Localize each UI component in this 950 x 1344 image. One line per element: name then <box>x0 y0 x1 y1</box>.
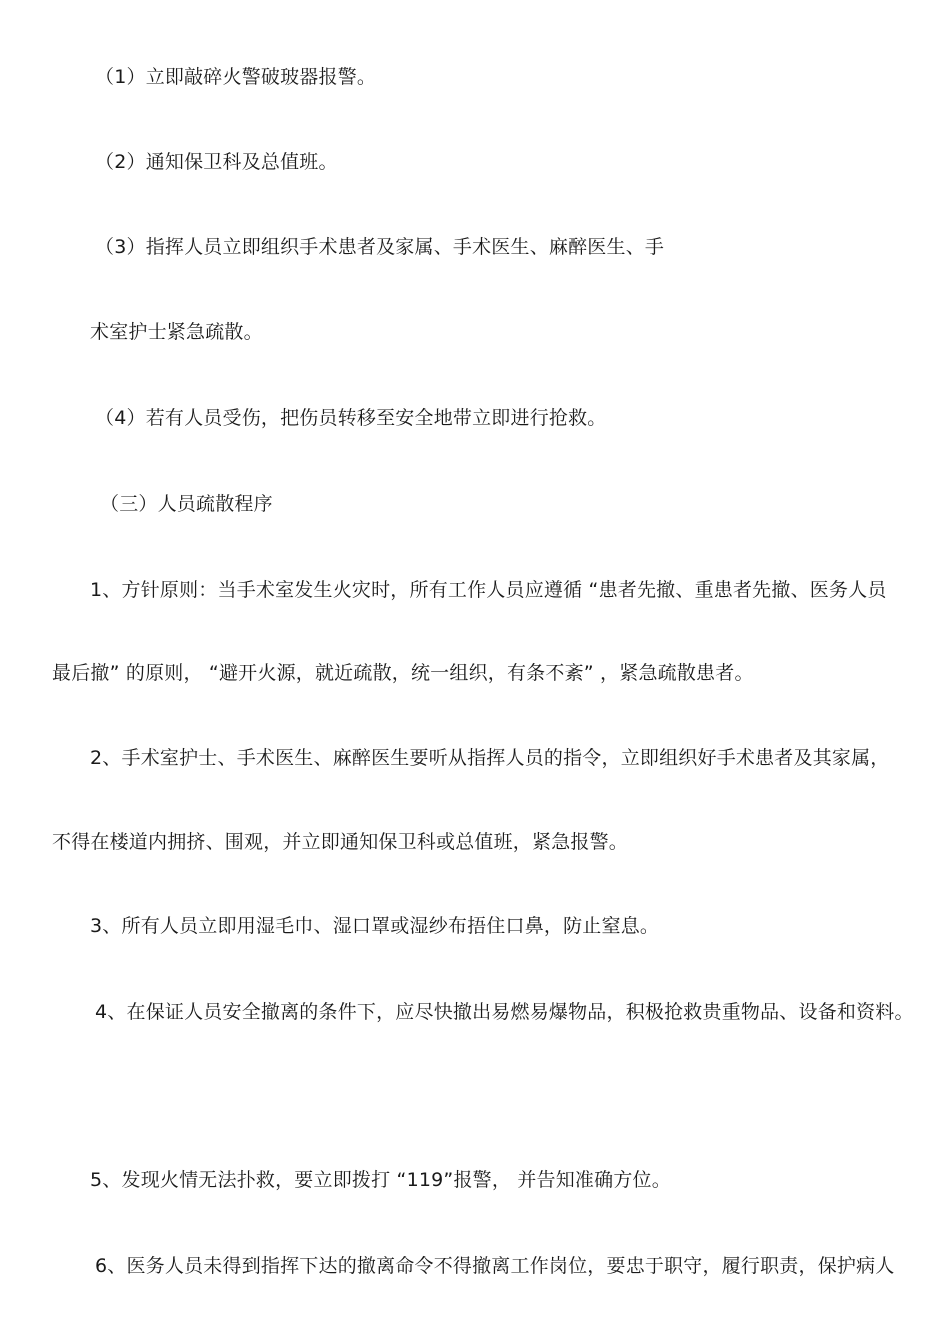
step-4-rescue-injured: （4）若有人员受伤，把伤员转移至安全地带立即进行抢救。 <box>95 407 607 429</box>
item-1-continuation: 最后撤” 的原则， “避开火源，就近疏散，统一组织，有条不紊” ，紧急疏散患者。 <box>52 662 754 684</box>
item-1-principle: 1、方针原则：当手术室发生火灾时，所有工作人员应遵循 “患者先撤、重患者先撤、医务人员 <box>90 579 887 601</box>
item-5-call-119: 5、发现火情无法扑救，要立即拨打 “119”报警， 并告知准确方位。 <box>90 1169 671 1191</box>
item-2-follow-commands: 2、手术室护士、手术医生、麻醉医生要听从指挥人员的指令，立即组织好手术患者及其家属， <box>90 747 890 769</box>
item-2-continuation: 不得在楼道内拥挤、围观，并立即通知保卫科或总值班，紧急报警。 <box>52 831 629 853</box>
item-6-stay-at-post: 6、医务人员未得到指挥下达的撤离命令不得撤离工作岗位，要忠于职守，履行职责，保护病人 <box>95 1255 895 1277</box>
step-1-break-glass-alarm: （1）立即敲碎火警破玻器报警。 <box>95 66 377 88</box>
step-2-notify-security: （2）通知保卫科及总值班。 <box>95 151 338 173</box>
step-3-continuation: 术室护士紧急疏散。 <box>90 321 263 343</box>
item-4-remove-flammables: 4、在保证人员安全撤离的条件下，应尽快撤出易燃易爆物品，积极抢救贵重物品、设备和资料。 <box>95 1001 914 1023</box>
item-3-cover-nose: 3、所有人员立即用湿毛巾、湿口罩或湿纱布捂住口鼻，防止窒息。 <box>90 915 660 937</box>
section-heading-evacuation: （三）人员疏散程序 <box>100 493 273 515</box>
step-3-organize-evacuation: （3）指挥人员立即组织手术患者及家属、手术医生、麻醉医生、手 <box>95 236 665 258</box>
